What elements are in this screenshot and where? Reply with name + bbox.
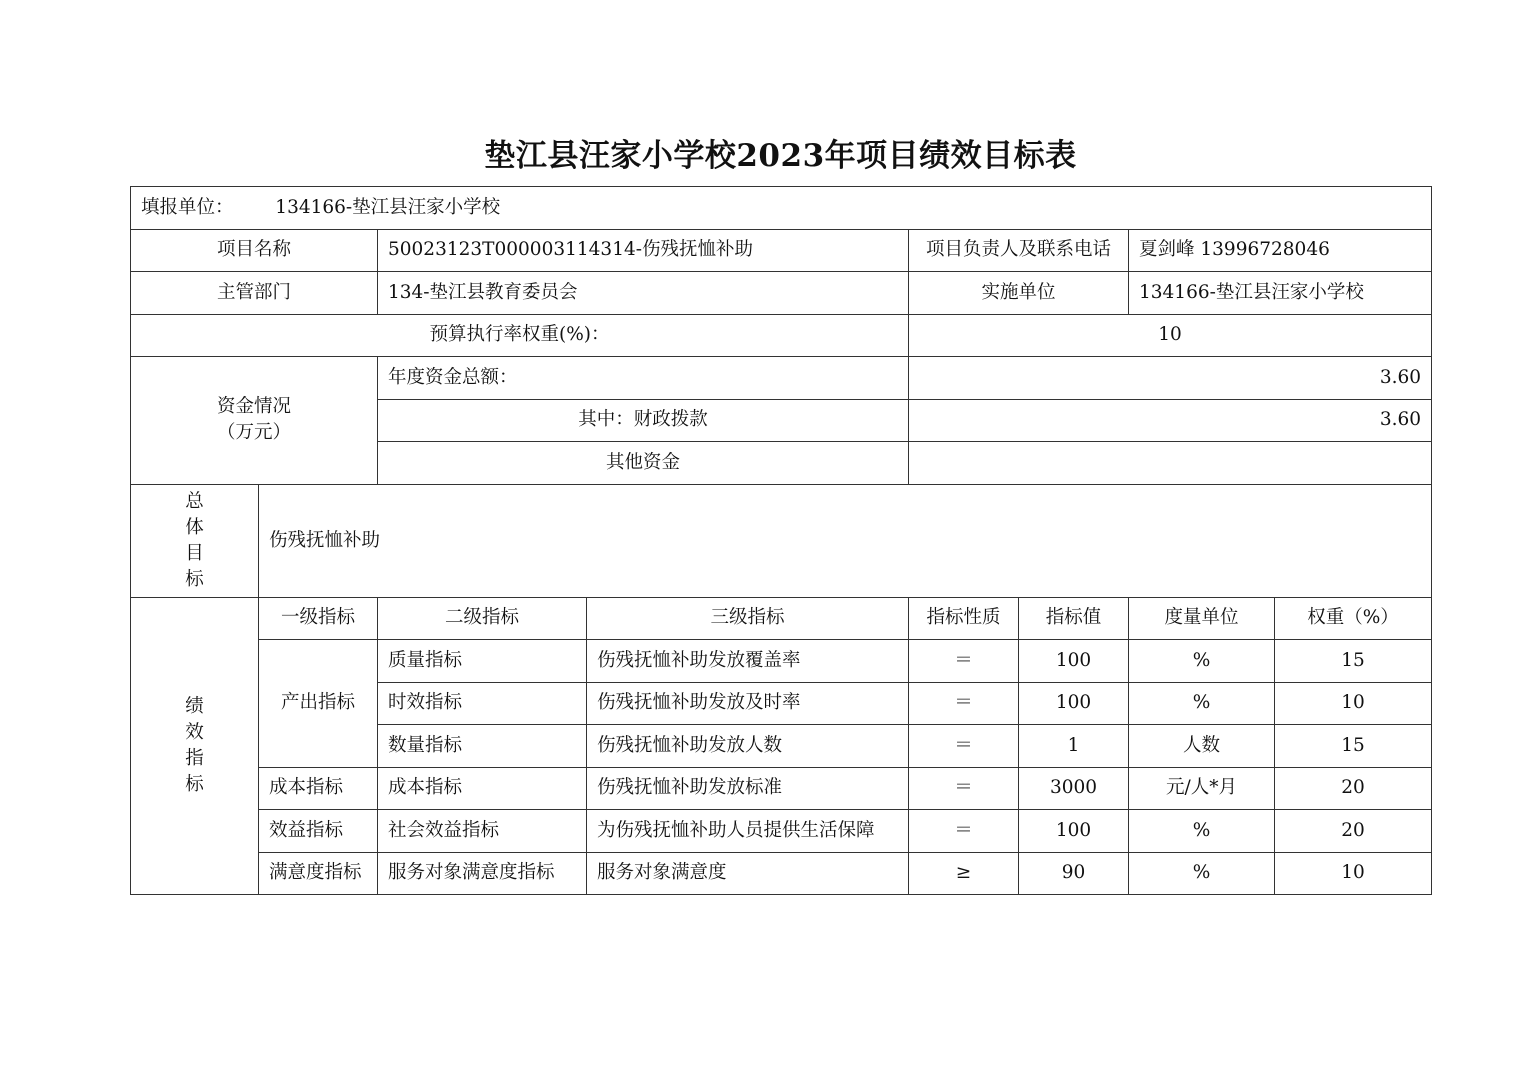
level1-cell: 成本指标 bbox=[259, 767, 378, 810]
fill-unit-cell bbox=[131, 187, 1432, 230]
unit-cell: % bbox=[1129, 682, 1275, 725]
unit-cell: 人数 bbox=[1129, 725, 1275, 768]
column-header: 权重（%） bbox=[1275, 597, 1432, 640]
fill-unit-label: 填报单位： bbox=[141, 196, 234, 218]
perf-label-char: 指 bbox=[185, 747, 204, 769]
value-cell: 90 bbox=[1019, 852, 1129, 895]
department-value: 134-垫江县教育委员会 bbox=[378, 272, 909, 315]
level3-cell: 伤残抚恤补助发放标准 bbox=[587, 767, 909, 810]
weight-cell: 20 bbox=[1275, 810, 1432, 853]
column-header: 二级指标 bbox=[378, 597, 587, 640]
budget-weight-row bbox=[131, 314, 1432, 357]
perf-label-char: 标 bbox=[185, 773, 204, 795]
level2-cell: 数量指标 bbox=[378, 725, 587, 768]
funds-total-row bbox=[131, 357, 1432, 400]
department-label: 主管部门 bbox=[131, 272, 378, 315]
project-name-value: 50023123T000003114314-伤残抚恤补助 bbox=[378, 229, 909, 272]
funds-label bbox=[131, 357, 378, 485]
department-row bbox=[131, 272, 1432, 315]
weight-cell: 15 bbox=[1275, 640, 1432, 683]
perf-indicators-label bbox=[131, 597, 259, 895]
level2-cell: 社会效益指标 bbox=[378, 810, 587, 853]
perf-header-row bbox=[131, 597, 1432, 640]
fiscal-value: 3.60 bbox=[909, 399, 1432, 442]
performance-target-table bbox=[130, 186, 1432, 895]
perf-label-char: 效 bbox=[185, 721, 204, 743]
overall-goal-char: 目 bbox=[185, 542, 204, 564]
nature-cell: ＝ bbox=[909, 725, 1019, 768]
overall-goal-char: 体 bbox=[185, 516, 204, 538]
project-name-row bbox=[131, 229, 1432, 272]
nature-cell: ＝ bbox=[909, 682, 1019, 725]
table-row bbox=[131, 810, 1432, 853]
column-header: 指标性质 bbox=[909, 597, 1019, 640]
nature-cell: ＝ bbox=[909, 767, 1019, 810]
column-header: 一级指标 bbox=[259, 597, 378, 640]
unit-cell: % bbox=[1129, 852, 1275, 895]
value-cell: 100 bbox=[1019, 682, 1129, 725]
value-cell: 1 bbox=[1019, 725, 1129, 768]
funds-label-line1: 资金情况 bbox=[216, 396, 291, 418]
weight-cell: 10 bbox=[1275, 682, 1432, 725]
nature-cell: ＝ bbox=[909, 640, 1019, 683]
project-manager-label: 项目负责人及联系电话 bbox=[909, 229, 1129, 272]
unit-cell: % bbox=[1129, 640, 1275, 683]
value-cell: 100 bbox=[1019, 640, 1129, 683]
fill-unit-value: 134166-垫江县汪家小学校 bbox=[275, 196, 501, 218]
project-name-label: 项目名称 bbox=[131, 229, 378, 272]
column-header: 度量单位 bbox=[1129, 597, 1275, 640]
other-funds-value bbox=[909, 442, 1432, 485]
value-cell: 100 bbox=[1019, 810, 1129, 853]
output-indicator-group: 产出指标 bbox=[259, 640, 378, 768]
overall-goal-label bbox=[131, 484, 259, 597]
level2-cell: 服务对象满意度指标 bbox=[378, 852, 587, 895]
table-row bbox=[131, 640, 1432, 683]
overall-goal-value: 伤残抚恤补助 bbox=[259, 484, 1432, 597]
level3-cell: 伤残抚恤补助发放及时率 bbox=[587, 682, 909, 725]
budget-weight-value: 10 bbox=[909, 314, 1432, 357]
table-row bbox=[131, 852, 1432, 895]
weight-cell: 15 bbox=[1275, 725, 1432, 768]
nature-cell: ＝ bbox=[909, 810, 1019, 853]
budget-weight-label: 预算执行率权重(%)： bbox=[131, 314, 909, 357]
table-row bbox=[131, 767, 1432, 810]
column-header: 指标值 bbox=[1019, 597, 1129, 640]
implementing-unit-value: 134166-垫江县汪家小学校 bbox=[1129, 272, 1432, 315]
level2-cell: 成本指标 bbox=[378, 767, 587, 810]
weight-cell: 10 bbox=[1275, 852, 1432, 895]
funds-label-line2: （万元） bbox=[216, 422, 291, 444]
unit-cell: 元/人*月 bbox=[1129, 767, 1275, 810]
level3-cell: 服务对象满意度 bbox=[587, 852, 909, 895]
level1-cell: 满意度指标 bbox=[259, 852, 378, 895]
level3-cell: 伤残抚恤补助发放覆盖率 bbox=[587, 640, 909, 683]
value-cell: 3000 bbox=[1019, 767, 1129, 810]
perf-label-char: 绩 bbox=[185, 695, 204, 717]
annual-total-label: 年度资金总额： bbox=[378, 357, 909, 400]
fill-unit-row bbox=[131, 187, 1432, 230]
overall-goal-row bbox=[131, 484, 1432, 597]
overall-goal-char: 总 bbox=[185, 490, 204, 512]
column-header: 三级指标 bbox=[587, 597, 909, 640]
overall-goal-char: 标 bbox=[185, 568, 204, 590]
level2-cell: 时效指标 bbox=[378, 682, 587, 725]
fiscal-label: 其中：财政拨款 bbox=[378, 399, 909, 442]
implementing-unit-label: 实施单位 bbox=[909, 272, 1129, 315]
nature-cell: ≥ bbox=[909, 852, 1019, 895]
weight-cell: 20 bbox=[1275, 767, 1432, 810]
unit-cell: % bbox=[1129, 810, 1275, 853]
project-manager-value: 夏剑峰 13996728046 bbox=[1129, 229, 1432, 272]
level3-cell: 为伤残抚恤补助人员提供生活保障 bbox=[587, 810, 909, 853]
level2-cell: 质量指标 bbox=[378, 640, 587, 683]
page-title: 垫江县汪家小学校2023年项目绩效目标表 bbox=[484, 138, 1077, 174]
other-funds-label: 其他资金 bbox=[378, 442, 909, 485]
annual-total-value: 3.60 bbox=[909, 357, 1432, 400]
level3-cell: 伤残抚恤补助发放人数 bbox=[587, 725, 909, 768]
level1-cell: 效益指标 bbox=[259, 810, 378, 853]
